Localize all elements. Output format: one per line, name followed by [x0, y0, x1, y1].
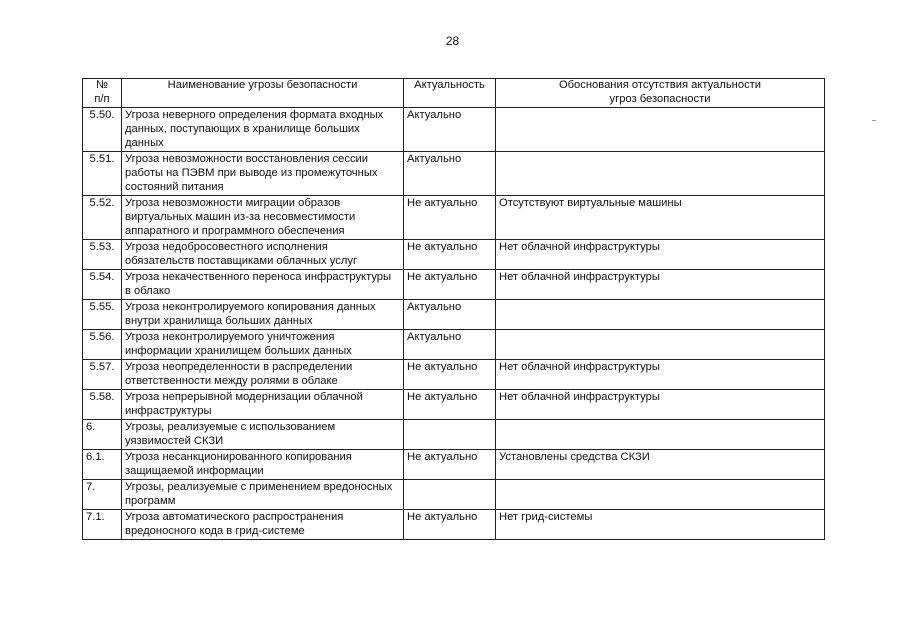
- table-header-row: [83, 79, 825, 108]
- table-row: [83, 360, 825, 390]
- row-actuality: Не актуально: [404, 450, 496, 480]
- row-reason: [496, 300, 825, 330]
- row-actuality: Не актуально: [404, 270, 496, 300]
- row-num: 5.54.: [83, 270, 122, 300]
- row-num: 5.57.: [83, 360, 122, 390]
- row-num: 5.50.: [83, 108, 122, 152]
- row-actuality: [404, 480, 496, 510]
- row-actuality: Не актуально: [404, 510, 496, 540]
- row-actuality: Актуально: [404, 330, 496, 360]
- page-number: 28: [445, 34, 460, 48]
- row-threat-name: Угроза неверного определения формата входных данных, поступающих в хранилище больших данных: [122, 108, 404, 152]
- row-num: 5.52.: [83, 196, 122, 240]
- row-actuality: Актуально: [404, 108, 496, 152]
- row-threat-name: Угроза невозможности восстановления сессии работы на ПЭВМ при выводе из промежуточных состояний питания: [122, 152, 404, 196]
- row-num: 5.55.: [83, 300, 122, 330]
- row-threat-name: Угроза неопределенности в распределении ответственности между ролями в облаке: [122, 360, 404, 390]
- row-threat-name: Угрозы, реализуемые с использованием уязвимостей СКЗИ: [122, 420, 404, 450]
- table-body: [83, 108, 825, 540]
- row-num: 6.: [83, 420, 122, 450]
- table-row: [83, 196, 825, 240]
- row-num: 5.58.: [83, 390, 122, 420]
- header-actuality-text: Актуальность: [414, 79, 485, 91]
- table-row: [83, 420, 825, 450]
- row-num: 5.51.: [83, 152, 122, 196]
- table-row: [83, 330, 825, 360]
- row-reason: Нет грид-системы: [496, 510, 825, 540]
- row-threat-name: Угроза невозможности миграции образов виртуальных машин из-за несовместимости аппаратного и программного обеспечения: [122, 196, 404, 240]
- row-reason: Нет облачной инфраструктуры: [496, 270, 825, 300]
- row-threat-name: Угроза неконтролируемого уничтожения информации хранилищем больших данных: [122, 330, 404, 360]
- header-num-text: № п/п: [94, 79, 110, 105]
- row-actuality: Актуально: [404, 152, 496, 196]
- row-actuality: Не актуально: [404, 196, 496, 240]
- row-reason: [496, 480, 825, 510]
- header-name: [122, 79, 404, 108]
- row-threat-name: Угроза несанкционированного копирования защищаемой информации: [122, 450, 404, 480]
- row-actuality: Актуально: [404, 300, 496, 330]
- row-actuality: [404, 420, 496, 450]
- row-threat-name: Угрозы, реализуемые с применением вредоносных программ: [122, 480, 404, 510]
- table-row: [83, 240, 825, 270]
- row-threat-name: Угроза автоматического распространения вредоносного кода в грид-системе: [122, 510, 404, 540]
- scan-edge-mark: [872, 120, 876, 121]
- row-num: 6.1.: [83, 450, 122, 480]
- row-actuality: Не актуально: [404, 240, 496, 270]
- row-reason: Отсутствуют виртуальные машины: [496, 196, 825, 240]
- table-row: [83, 450, 825, 480]
- row-num: 5.56.: [83, 330, 122, 360]
- header-reason: [496, 79, 825, 108]
- row-reason: [496, 152, 825, 196]
- row-reason: Нет облачной инфраструктуры: [496, 360, 825, 390]
- header-actuality: [404, 79, 496, 108]
- row-reason: Нет облачной инфраструктуры: [496, 240, 825, 270]
- table-row: [83, 152, 825, 196]
- row-threat-name: Угроза недобросовестного исполнения обязательств поставщиками облачных услуг: [122, 240, 404, 270]
- table-row: [83, 510, 825, 540]
- row-num: 7.: [83, 480, 122, 510]
- table-row: [83, 480, 825, 510]
- row-num: 7.1.: [83, 510, 122, 540]
- row-threat-name: Угроза некачественного переноса инфраструктуры в облако: [122, 270, 404, 300]
- table-row: [83, 390, 825, 420]
- table-row: [83, 270, 825, 300]
- row-actuality: Не актуально: [404, 360, 496, 390]
- table-row: [83, 108, 825, 152]
- threats-table: [82, 78, 825, 540]
- row-reason: [496, 330, 825, 360]
- row-reason: [496, 108, 825, 152]
- header-name-text: Наименование угрозы безопасности: [167, 79, 358, 91]
- row-threat-name: Угроза неконтролируемого копирования данных внутри хранилища больших данных: [122, 300, 404, 330]
- row-reason: Установлены средства СКЗИ: [496, 450, 825, 480]
- header-reason-text: Обоснования отсутствия актуальности угроз безопасности: [558, 79, 762, 105]
- row-reason: Нет облачной инфраструктуры: [496, 390, 825, 420]
- header-num: [83, 79, 122, 108]
- row-num: 5.53.: [83, 240, 122, 270]
- row-actuality: Не актуально: [404, 390, 496, 420]
- row-threat-name: Угроза непрерывной модернизации облачной инфраструктуры: [122, 390, 404, 420]
- table-row: [83, 300, 825, 330]
- row-reason: [496, 420, 825, 450]
